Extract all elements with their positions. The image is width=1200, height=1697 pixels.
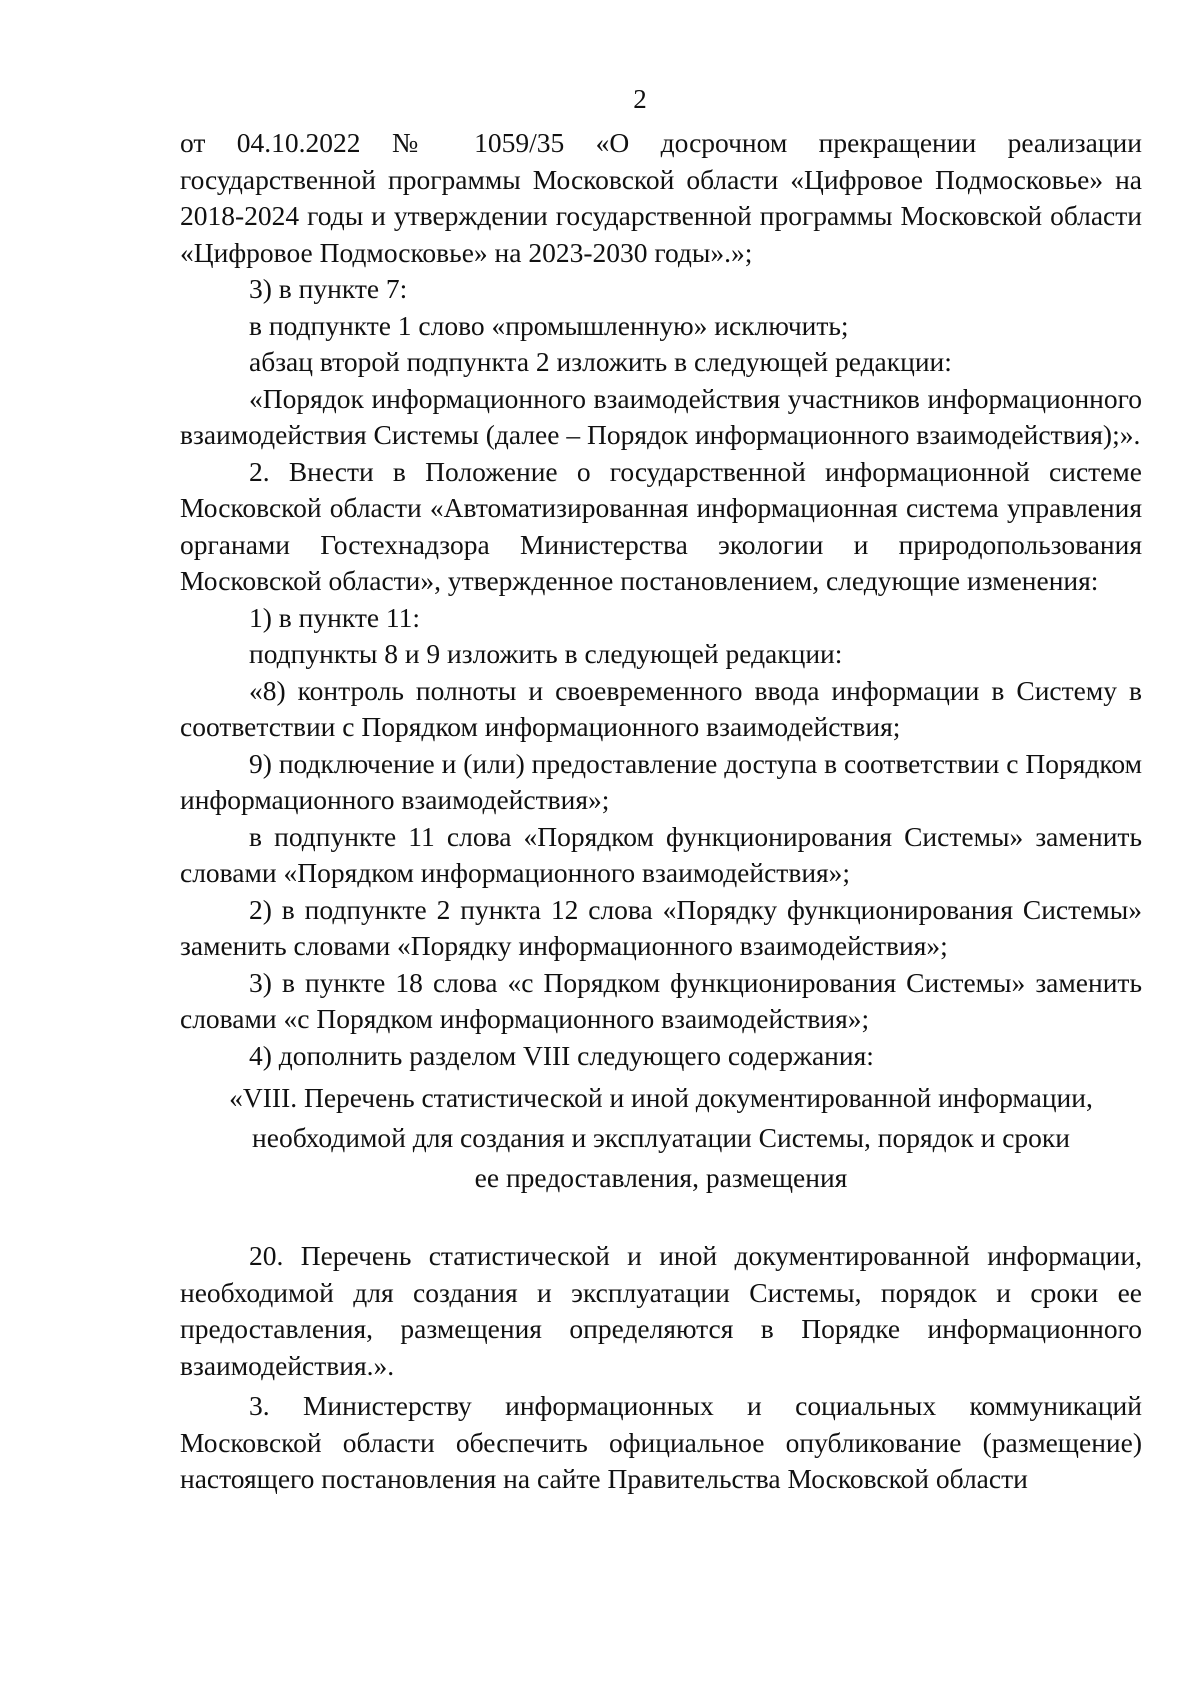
section-8-heading xyxy=(180,1078,1142,1198)
paragraph-decree-reference: от 04.10.2022 № 1059/35 «О досрочном прекращении реализации государственной программы Московской области «Цифровое Подмосковье» на 2018-2024 годы и утверждении государственной программы Московской области «Цифровое Подмосковье» на 2023-2030 годы».»; xyxy=(180,127,1142,268)
paragraph-item-3-ministry: 3. Министерству информационных и социальных коммуникаций Московской области обеспечить официальное опубликование (размещение) настоящего постановления на сайте Правительства Московской области xyxy=(180,1390,1142,1494)
paragraph-point-12-replace: 2) в подпункте 2 пункта 12 слова «Порядку функционирования Системы» заменить словами «Порядку информационного взаимодействия»; xyxy=(180,893,1142,961)
paragraph-point-20: 20. Перечень статистической и иной документированной информации, необходимой для создания и эксплуатации Системы, порядок и сроки ее предоставления, размещения определяются в Порядке информационного взаимодействия.». xyxy=(180,1240,1142,1381)
paragraph-subpoints-8-9: подпункты 8 и 9 изложить в следующей редакции: xyxy=(249,638,843,669)
document-body xyxy=(180,125,1142,1498)
paragraph-procedure-definition: «Порядок информационного взаимодействия участников информационного взаимодействия Системы (далее – Порядок информационного взаимодействия);». xyxy=(180,382,1142,450)
page-number: 2 xyxy=(633,84,647,114)
paragraph-subpoint-2-edit: абзац второй подпункта 2 изложить в следующей редакции: xyxy=(249,346,952,377)
paragraph-subpoint-1-exclude: в подпункте 1 слово «промышленную» исключить; xyxy=(249,309,849,341)
paragraph-subpoint-8-text: «8) контроль полноты и своевременного ввода информации в Систему в соответствии с Порядком информационного взаимодействия; xyxy=(180,674,1142,742)
paragraph-point-18-replace: 3) в пункте 18 слова «с Порядком функционирования Системы» заменить словами «с Порядком информационного взаимодействия»; xyxy=(180,966,1142,1034)
section-8-heading-line-3: ее предоставления, размещения xyxy=(474,1162,848,1193)
section-8-heading-line-1: «VIII. Перечень статистической и иной документированной информации, xyxy=(229,1082,1093,1113)
section-8-heading-line-2: необходимой для создания и эксплуатации Системы, порядок и сроки xyxy=(252,1122,1070,1153)
paragraph-item-3-point-7: 3) в пункте 7: xyxy=(249,273,408,304)
spacer xyxy=(180,1198,1142,1238)
paragraph-item-2-amend-regulation: 2. Внести в Положение о государственной информационной системе Московской области «Автоматизированная информационная система управления органами Гостехнадзора Министерства экологии и природопользования Московской области», утвержденное постановлением, следующие изменения: xyxy=(180,455,1142,596)
paragraph-subpoint-9-text: 9) подключение и (или) предоставление доступа в соответствии с Порядком информационного взаимодействия»; xyxy=(180,747,1142,815)
paragraph-point-11: 1) в пункте 11: xyxy=(249,601,421,633)
paragraph-add-section-8: 4) дополнить разделом VIII следующего содержания: xyxy=(249,1039,874,1071)
paragraph-subpoint-11-replace: в подпункте 11 слова «Порядком функционирования Системы» заменить словами «Порядком информационного взаимодействия»; xyxy=(180,820,1142,888)
